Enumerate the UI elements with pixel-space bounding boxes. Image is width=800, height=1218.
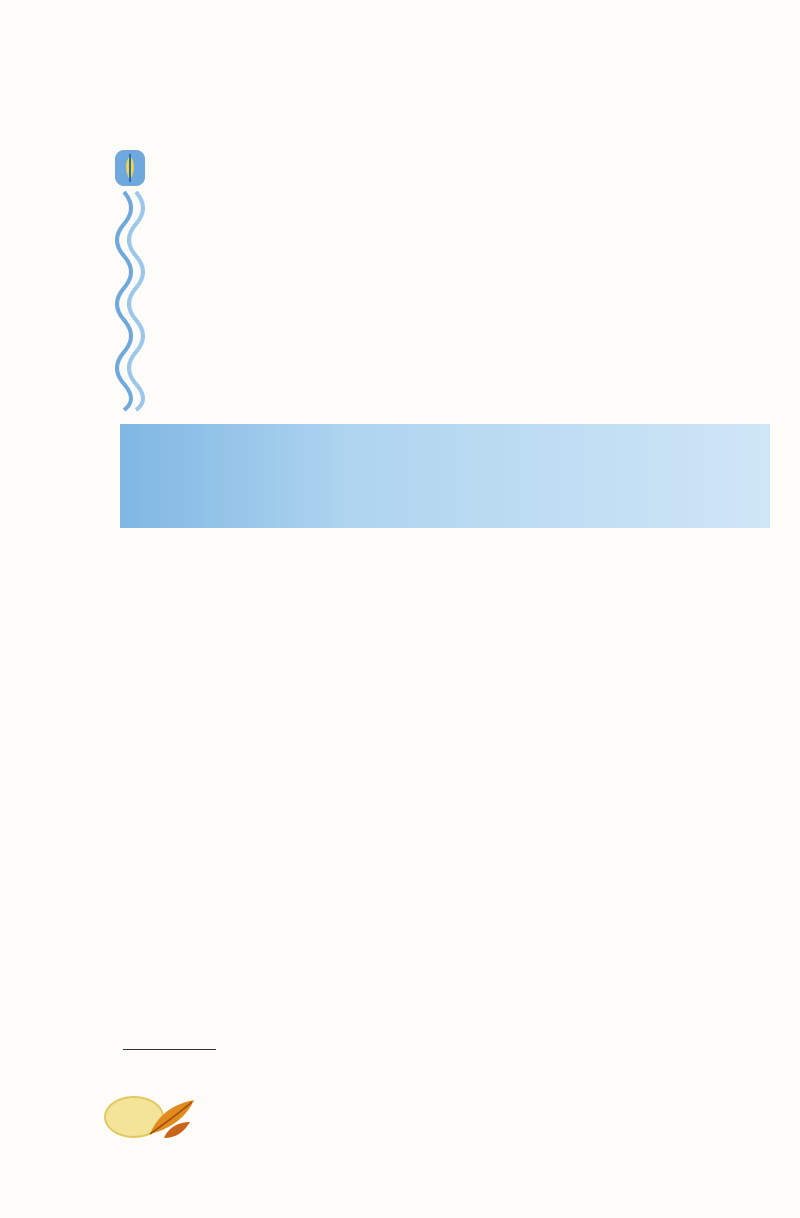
footnote-rule	[123, 1049, 216, 1050]
questions-wave-icon	[114, 148, 154, 412]
leaf-ornament-icon	[144, 1094, 200, 1140]
definition-box	[120, 424, 770, 528]
